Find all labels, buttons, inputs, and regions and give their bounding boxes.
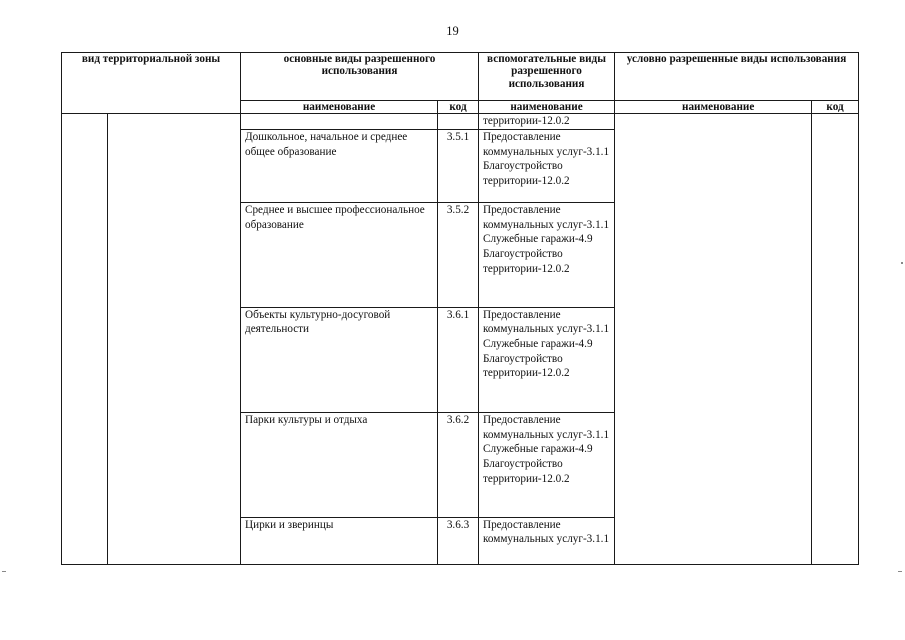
page-number: 19: [446, 24, 459, 38]
zone-code-cell: [62, 114, 108, 565]
row-5-aux-item: Предоставление коммунальных услуг-3.1.1: [483, 518, 610, 546]
zone-name-cell: [108, 114, 241, 565]
land-use-table: [61, 52, 859, 565]
row-2-aux-item: Благоустройство территории-12.0.2: [483, 248, 570, 275]
row-2-aux-item: Предоставление коммунальных услуг-3.1.1: [483, 204, 610, 231]
subheader-aux-name: наименование: [479, 101, 615, 114]
row-4-code: 3.6.2: [438, 413, 479, 517]
row-4-name: Парки культуры и отдыха: [241, 413, 438, 517]
subheader-cond-name: наименование: [615, 101, 812, 114]
subheader-cond-code: код: [812, 101, 859, 114]
row-2-code: 3.5.2: [438, 203, 479, 307]
row-2-name: Среднее и высшее профессиональное образование: [241, 203, 438, 307]
header-conditional-uses: условно разрешенные виды использования: [615, 53, 859, 101]
row-4-aux: [479, 413, 615, 517]
continuation-name-cell: [241, 114, 438, 130]
header-aux-uses: вспомогательные виды разрешенного использования: [479, 53, 615, 101]
row-5-aux: [479, 517, 615, 564]
row-1-aux-item: Благоустройство территории-12.0.2: [483, 160, 570, 187]
row-3-aux: [479, 307, 615, 412]
scan-mark-right-upper: [901, 262, 903, 264]
row-1-code: 3.5.1: [438, 129, 479, 202]
continuation-aux-cell: территории-12.0.2: [479, 114, 615, 130]
scan-mark-right: [898, 571, 902, 572]
row-2-aux-item: Служебные гаражи-4.9: [483, 233, 593, 246]
row-4-aux-item: Предоставление коммунальных услуг-3.1.1: [483, 414, 610, 441]
row-4-aux-item: Благоустройство территории-12.0.2: [483, 458, 570, 485]
row-3-name: Объекты культурно-досуговой деятельности: [241, 307, 438, 412]
subheader-main-code: код: [438, 101, 479, 114]
row-1-aux: [479, 129, 615, 202]
row-3-aux-item: Благоустройство территории-12.0.2: [483, 352, 570, 380]
row-5-name: Цирки и зверинцы: [241, 517, 438, 564]
subheader-main-name: наименование: [241, 101, 438, 114]
scan-mark-left: [2, 571, 6, 572]
row-1-aux-item: Предоставление коммунальных услуг-3.1.1: [483, 130, 610, 158]
conditional-name-cell: [615, 114, 812, 565]
header-zone-type: вид территориальной зоны: [62, 53, 241, 114]
row-1-name: Дошкольное, начальное и среднее общее образование: [241, 129, 438, 202]
row-3-code: 3.6.1: [438, 307, 479, 412]
header-main-uses: основные виды разрешенного использования: [241, 53, 479, 101]
continuation-code-cell: [438, 114, 479, 130]
row-3-aux-item: Предоставление коммунальных услуг-3.1.1: [483, 308, 610, 336]
row-5-code: 3.6.3: [438, 517, 479, 564]
row-3-aux-item: Служебные гаражи-4.9: [483, 337, 593, 350]
conditional-code-cell: [812, 114, 859, 565]
row-2-aux: [479, 203, 615, 307]
row-4-aux-item: Служебные гаражи-4.9: [483, 443, 593, 456]
